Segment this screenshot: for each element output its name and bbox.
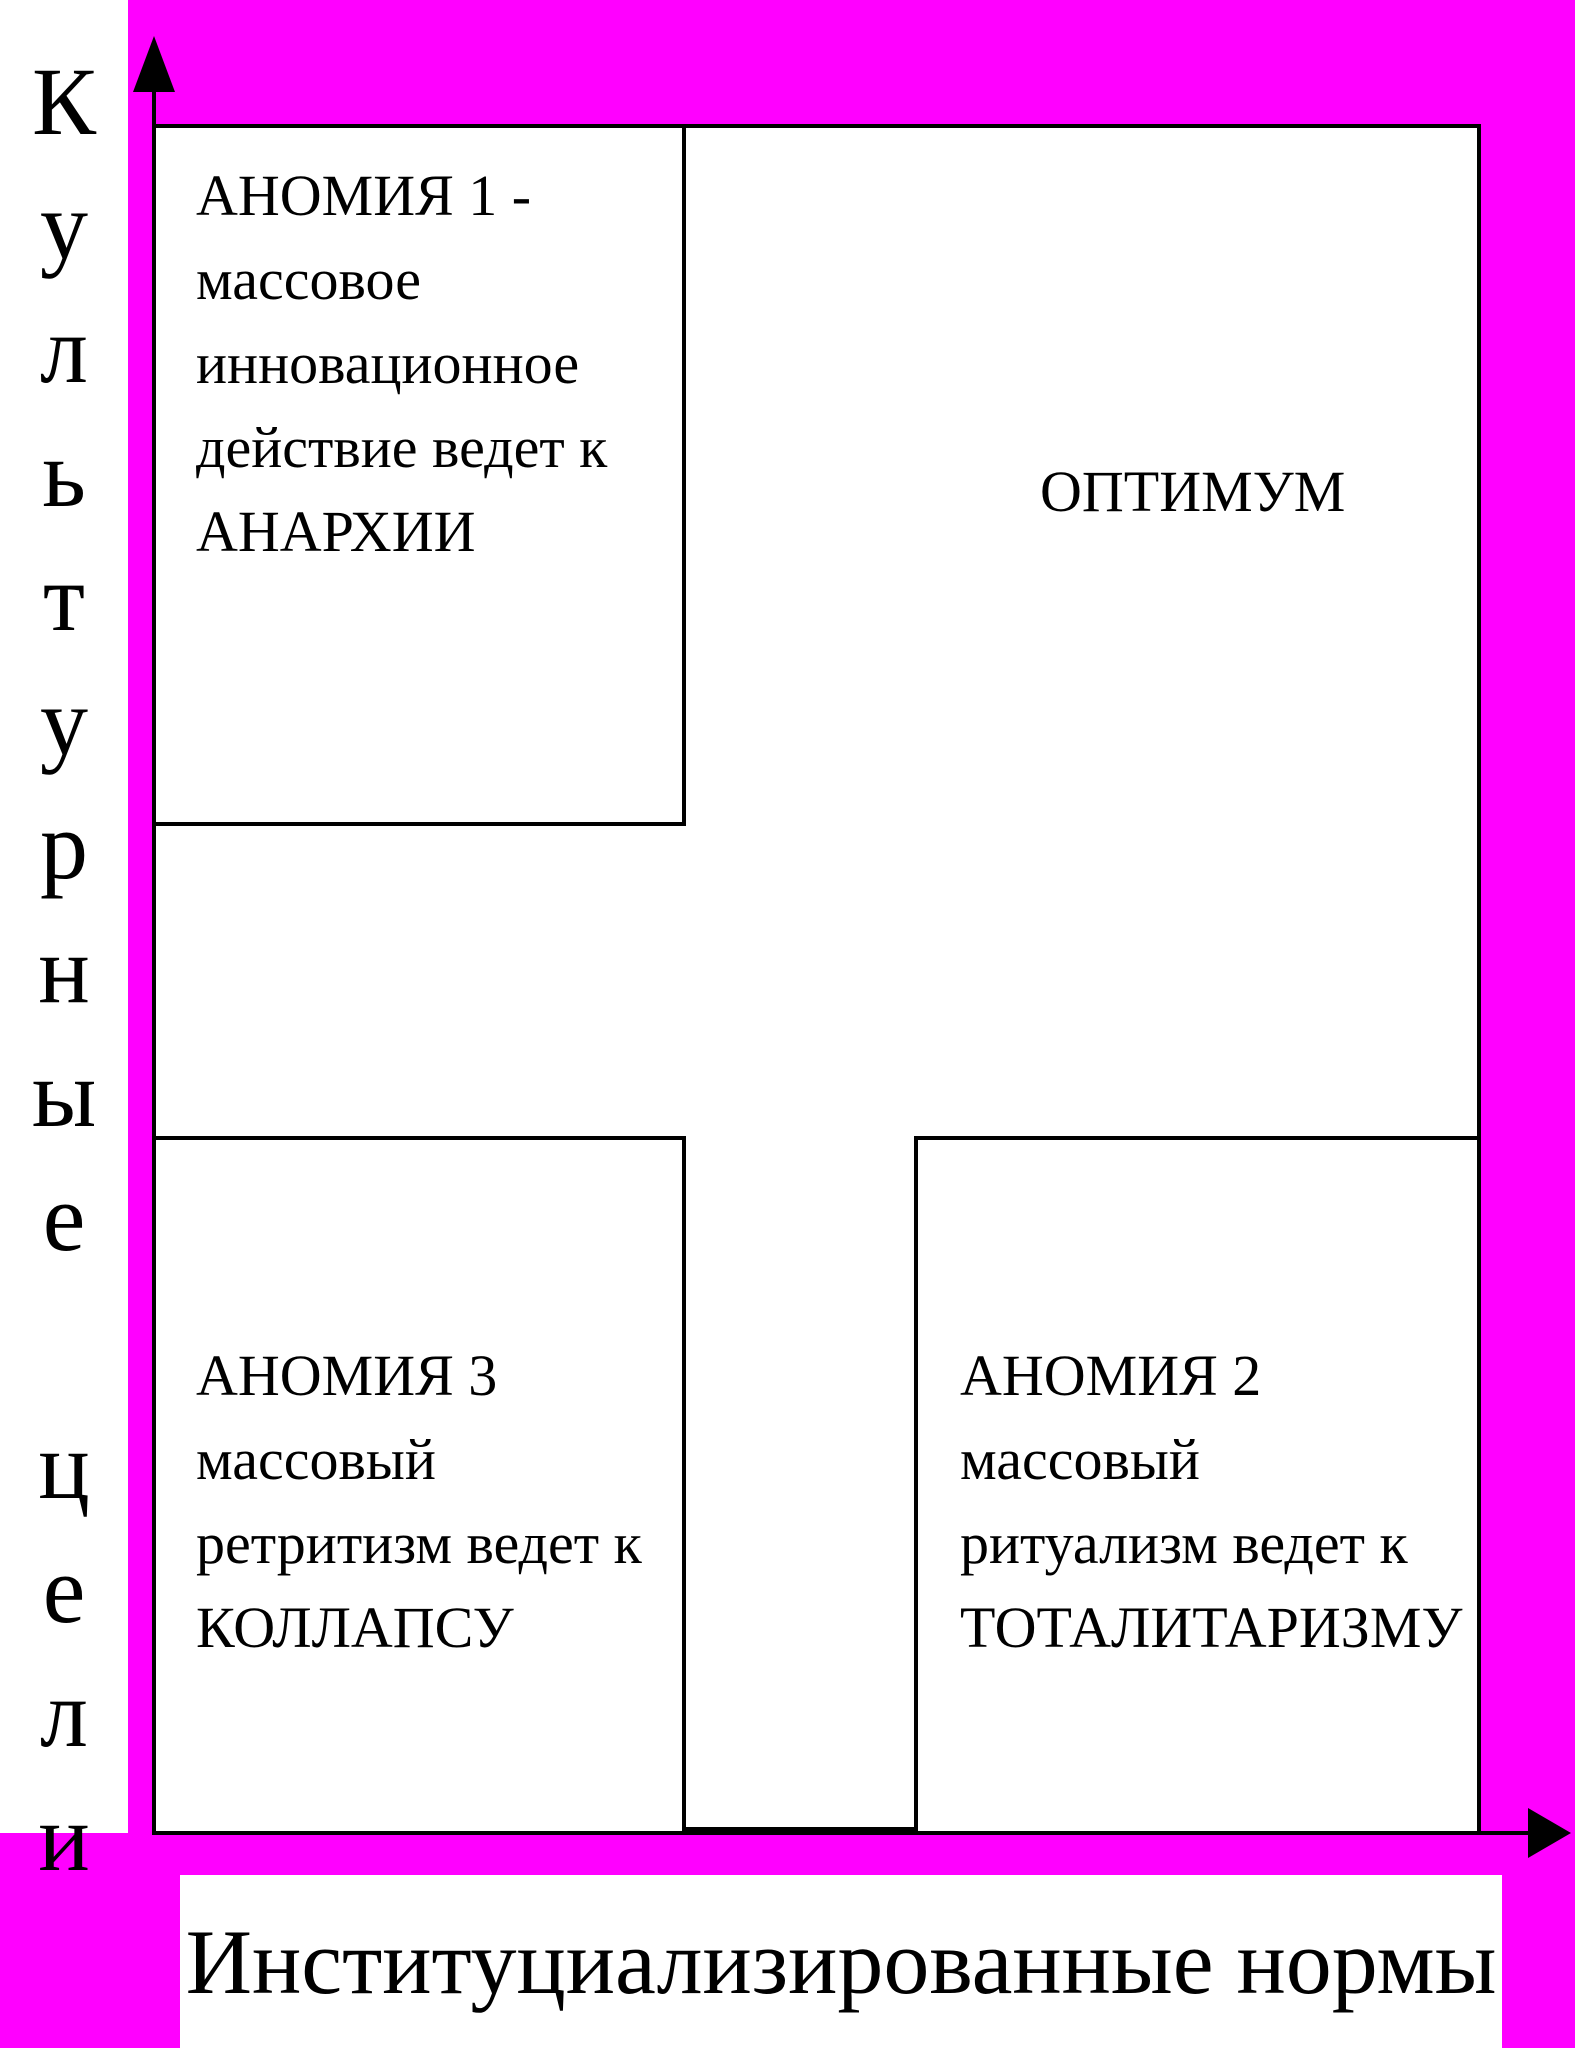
- quadrant-line: ТОТАЛИТАРИЗМУ: [960, 1595, 1463, 1660]
- quadrant-line: АНАРХИИ: [196, 499, 476, 564]
- quadrant-line: АНОМИЯ 3: [196, 1343, 498, 1408]
- y-axis-letter: у: [40, 172, 88, 279]
- y-axis-letter: л: [40, 296, 88, 403]
- y-axis-letter: р: [40, 792, 88, 899]
- quadrant-line: массовый: [960, 1427, 1200, 1492]
- y-axis-letter: т: [43, 544, 85, 651]
- x-axis-arrowhead: [1528, 1808, 1571, 1858]
- quadrant-line: ритуализм ведет к: [960, 1511, 1408, 1576]
- y-axis-letter: е: [42, 1164, 86, 1271]
- x-axis-label-panel: [180, 1875, 1502, 2048]
- y-axis-letter: ц: [38, 1412, 90, 1519]
- y-axis-letter: и: [38, 1784, 90, 1891]
- quadrant-line: АНОМИЯ 1 -: [196, 163, 532, 228]
- y-axis-letter: ы: [31, 1040, 97, 1147]
- quadrant-line: массовое: [196, 247, 421, 312]
- y-axis-letter: К: [31, 48, 97, 155]
- y-axis-letter: е: [42, 1536, 86, 1643]
- y-axis-letter: л: [40, 1660, 88, 1767]
- x-axis-label: Институциализированные нормы: [185, 1910, 1497, 2013]
- quadrant-line: КОЛЛАПСУ: [196, 1595, 514, 1660]
- y-axis-letter: у: [40, 668, 88, 775]
- quadrant-top-right-text: [1040, 450, 1345, 534]
- y-axis-arrowhead: [133, 36, 175, 92]
- quadrant-line: ретритизм ведет к: [196, 1511, 642, 1576]
- quadrant-line: инновационное: [196, 331, 580, 396]
- quadrant-line: действие ведет к: [196, 415, 608, 480]
- y-axis-letter: н: [38, 916, 90, 1023]
- quadrant-line: массовый: [196, 1427, 436, 1492]
- quadrant-line: АНОМИЯ 2: [960, 1343, 1262, 1408]
- quadrant-top-left-text: [196, 154, 607, 574]
- quadrant-bottom-left-text: [196, 1334, 642, 1670]
- y-axis-label: [0, 40, 128, 1900]
- y-axis-letter: ь: [42, 420, 86, 527]
- quadrant-bottom-right-text: [960, 1334, 1462, 1670]
- quadrant-line: ОПТИМУМ: [1040, 459, 1346, 524]
